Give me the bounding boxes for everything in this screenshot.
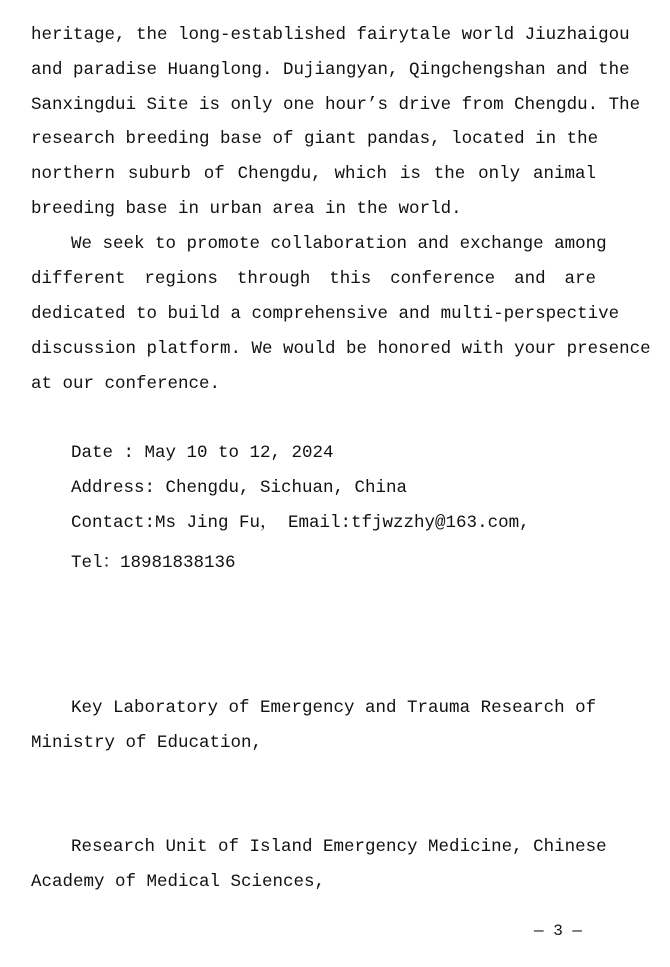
text-line: research breeding base of giant pandas, located in the xyxy=(31,129,599,149)
text-line: northern suburb of Chengdu, which is the only animal xyxy=(31,164,596,184)
conference-tel: Tel：18981838136 xyxy=(71,553,236,573)
text-line: at our conference. xyxy=(31,374,221,394)
text-line: Sanxingdui Site is only one hour’s drive from Chengdu. The xyxy=(31,95,641,115)
conference-contact: Contact:Ms Jing Fu， Email:tfjwzzhy@163.com, xyxy=(71,513,530,533)
text-line: Research Unit of Island Emergency Medicine, Chinese xyxy=(71,837,607,857)
text-line: Ministry of Education, xyxy=(31,733,263,753)
text-line: Academy of Medical Sciences, xyxy=(31,872,326,892)
text-line: heritage, the long-established fairytale world Jiuzhaigou xyxy=(31,25,630,45)
text-line: breeding base in urban area in the world. xyxy=(31,199,462,219)
page-number: — 3 — xyxy=(534,922,583,940)
conference-date: Date : May 10 to 12, 2024 xyxy=(71,443,334,463)
text-line: discussion platform. We would be honored with your presence xyxy=(31,339,651,359)
text-line: dedicated to build a comprehensive and multi-perspective xyxy=(31,304,620,324)
text-line: and paradise Huanglong. Dujiangyan, Qingchengshan and the xyxy=(31,60,630,80)
text-line: We seek to promote collaboration and exchange among xyxy=(71,234,607,254)
text-line: different regions through this conference and are xyxy=(31,269,596,289)
conference-address: Address: Chengdu, Sichuan, China xyxy=(71,478,408,498)
text-line: Key Laboratory of Emergency and Trauma Research of xyxy=(71,698,597,718)
